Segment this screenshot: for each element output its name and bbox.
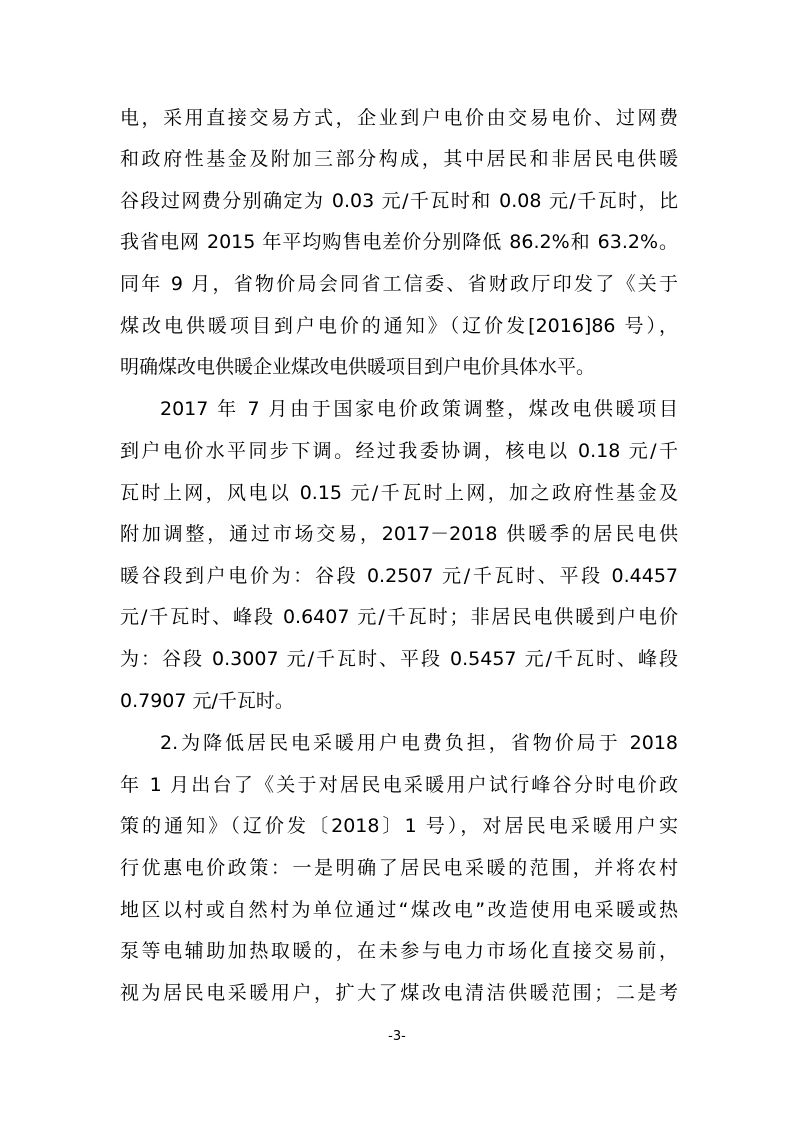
paragraph-line: 年 1 月出台了《关于对居民电采暖用户试行峰谷分时电价政 <box>120 774 678 796</box>
paragraph-line: 暖谷段到户电价为：谷段 0.2507 元/千瓦时、平段 0.4457 <box>120 565 678 587</box>
paragraph-line: 地区以村或自然村为单位通过“煤改电”改造使用电采暖或热 <box>120 899 678 921</box>
paragraph-line: 视为居民电采暖用户，扩大了煤改电清洁供暖范围；二是考 <box>120 982 678 1004</box>
paragraph-line: 策的通知》（辽价发〔2018〕1 号），对居民电采暖用户实 <box>120 815 678 837</box>
paragraph-line: 为：谷段 0.3007 元/千瓦时、平段 0.5457 元/千瓦时、峰段 <box>120 648 678 670</box>
page-number: -3- <box>388 1029 406 1044</box>
paragraph-line: 和政府性基金及附加三部分构成，其中居民和非居民电供暖 <box>120 148 678 170</box>
paragraph-line: 明确煤改电供暖企业煤改电供暖项目到户电价具体水平。 <box>120 356 596 378</box>
paragraph-line: 泵等电辅助加热取暖的，在未参与电力市场化直接交易前， <box>120 940 678 962</box>
paragraph-line: 电，采用直接交易方式，企业到户电价由交易电价、过网费 <box>120 107 678 129</box>
paragraph-line: 同年 9 月，省物价局会同省工信委、省财政厅印发了《关于 <box>120 273 678 295</box>
paragraph-line: 煤改电供暖项目到户电价的通知》（辽价发[2016]86 号）， <box>120 315 678 337</box>
paragraph-line: 附加调整，通过市场交易，2017－2018 供暖季的居民电供 <box>120 523 678 545</box>
paragraph-line: 谷段过网费分别确定为 0.03 元/千瓦时和 0.08 元/千瓦时，比 <box>120 190 678 212</box>
paragraph-line: 0.7907 元/千瓦时。 <box>120 690 294 712</box>
paragraph-line: 瓦时上网，风电以 0.15 元/千瓦时上网，加之政府性基金及 <box>120 482 678 504</box>
paragraph-line: 2017 年 7 月由于国家电价政策调整，煤改电供暖项目 <box>160 398 678 420</box>
paragraph-line: 行优惠电价政策：一是明确了居民电采暖的范围，并将农村 <box>120 857 678 879</box>
paragraph-line: 元/千瓦时、峰段 0.6407 元/千瓦时；非居民电供暖到户电价 <box>120 606 678 628</box>
paragraph-line: 到户电价水平同步下调。经过我委协调，核电以 0.18 元/千 <box>120 440 678 462</box>
paragraph-line: 我省电网 2015 年平均购售电差价分别降低 86.2%和 63.2%。 <box>120 231 678 253</box>
paragraph-line: 2.为降低居民电采暖用户电费负担，省物价局于 2018 <box>160 732 678 754</box>
